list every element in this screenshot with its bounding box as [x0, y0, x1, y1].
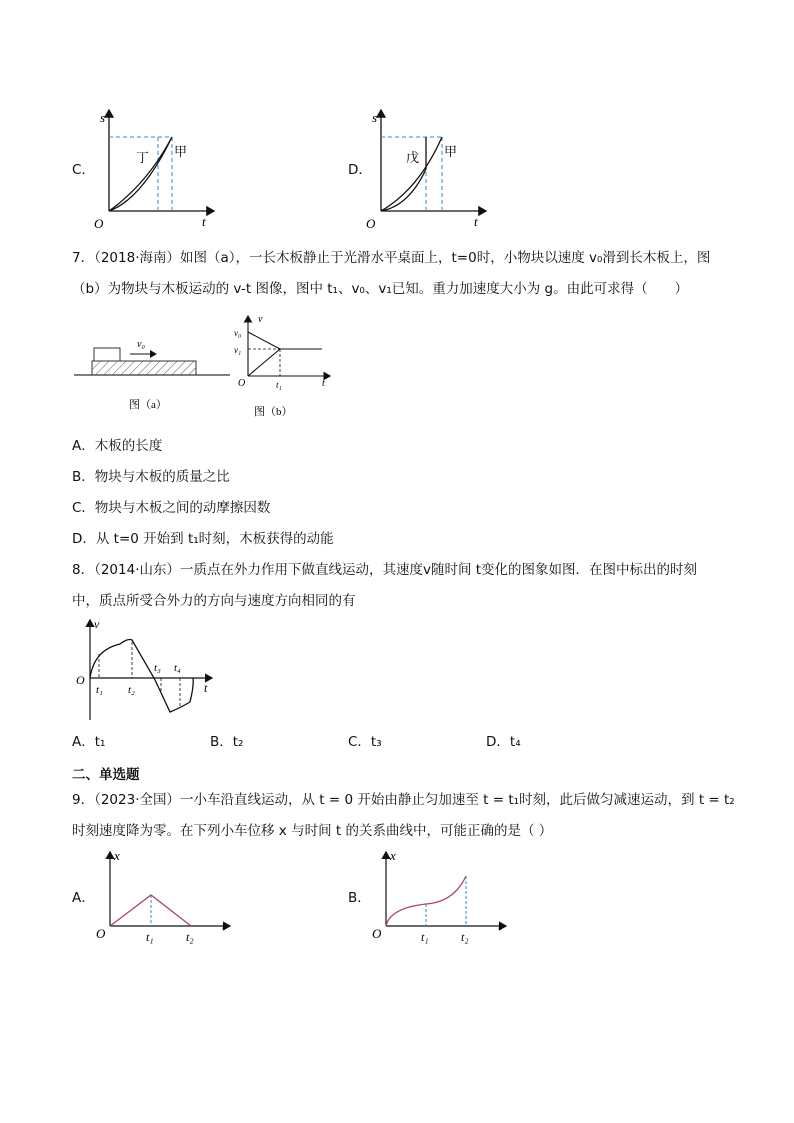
curve-label-ding: 丁 [136, 150, 150, 165]
t2-label: t₂ [186, 930, 194, 944]
x-axis-label: x [390, 848, 396, 863]
t-axis-label: t [322, 378, 325, 389]
curve-wu [381, 137, 426, 211]
block-velocity-line [248, 332, 280, 349]
t1-label: t₁ [276, 380, 282, 390]
origin-label: O [366, 216, 376, 231]
q8-stem-line1: 8．（2014·山东）一质点在外力作用下做直线运动，其速度v随时间 t变化的图象如图．在图中标出的时刻 [72, 562, 698, 578]
long-board [92, 361, 196, 375]
q9-stem-line1: 9．（2023·全国）一小车沿直线运动，从 t = 0 开始由静止匀加速至 t = t₁时刻，此后做匀减速运动，到 t = t₂ [72, 792, 735, 808]
v0-label: v₀ [137, 339, 145, 350]
option-c-label[interactable]: C． [72, 162, 95, 178]
t-axis-label: t [222, 918, 226, 933]
curve-label-jia: 甲 [174, 144, 188, 159]
v-axis-label: v [94, 617, 100, 631]
origin-label: O [96, 926, 106, 941]
q7-option-b[interactable]: B．物块与木板的质量之比 [72, 469, 230, 485]
q8-graph-vt [72, 616, 222, 728]
small-block [94, 348, 120, 361]
q9-option-b-label[interactable]: B． [348, 890, 371, 906]
q8-option-c[interactable]: C．t₃ [348, 734, 382, 750]
t4-label: t₄ [174, 662, 181, 674]
q7-stem-line1: 7．（2018·海南）如图（a），一长木板静止于光滑水平桌面上，t=0时，小物块以速度 v₀滑到长木板上，图 [72, 250, 711, 266]
figure-b-caption: 图（b） [254, 406, 293, 418]
q7-figure-b-vt [230, 312, 340, 422]
origin-label: O [372, 926, 382, 941]
section-title: 二、单选题 [72, 767, 140, 783]
t-axis-label: t [498, 918, 502, 933]
graph-c-s-t [92, 104, 222, 234]
q7-stem-line2: （b）为物块与木板运动的 v-t 图像，图中 t₁、v₀、v₁已知。重力加速度大小为 g。由此可求得（ ） [72, 281, 689, 297]
t-axis-label: t [204, 681, 208, 695]
graph-d-s-t [364, 104, 494, 234]
t1-label: t₁ [146, 930, 154, 944]
q9-option-a-label[interactable]: A． [72, 890, 95, 906]
q9-stem-line2: 时刻速度降为零。在下列小车位移 x 与时间 t 的关系曲线中，可能正确的是（ ） [72, 823, 553, 839]
t-axis-label: t [474, 214, 478, 229]
t2-label: t₂ [461, 930, 469, 944]
q7-option-a[interactable]: A．木板的长度 [72, 438, 163, 454]
curve-label-wu: 戊 [406, 150, 420, 165]
q7-figure-a [72, 330, 232, 420]
curve-jia [109, 137, 172, 211]
t3-label: t₃ [154, 662, 161, 674]
origin-label: O [94, 216, 104, 231]
v1-label: v₁ [234, 345, 242, 355]
t1-label: t₁ [421, 930, 429, 944]
q7-option-d[interactable]: D．从 t=0 开始到 t₁时刻，木板获得的动能 [72, 531, 334, 547]
q8-option-b[interactable]: B．t₂ [210, 734, 244, 750]
t1-label: t₁ [96, 684, 103, 696]
x-axis-label: x [114, 848, 120, 863]
position-curve [386, 876, 466, 926]
q9-graph-a-xt [90, 846, 240, 946]
origin-label: O [76, 673, 85, 687]
origin-label: O [238, 378, 246, 389]
q9-graph-b-xt [366, 846, 516, 946]
figure-a-caption: 图（a） [129, 399, 167, 411]
q8-stem-line2: 中，质点所受合外力的方向与速度方向相同的有 [72, 593, 356, 609]
board-velocity-line [248, 349, 280, 376]
s-axis-label: s [100, 110, 106, 125]
q8-option-a[interactable]: A．t₁ [72, 734, 106, 750]
s-axis-label: s [372, 110, 378, 125]
curve-jia [381, 137, 442, 211]
q7-option-c[interactable]: C．物块与木板之间的动摩擦因数 [72, 500, 271, 516]
v0-label: v₀ [234, 328, 242, 338]
v-axis-label: v [258, 314, 263, 325]
curve-ding [109, 137, 172, 211]
t2-label: t₂ [128, 684, 135, 696]
q8-option-d[interactable]: D．t₄ [486, 734, 521, 750]
velocity-curve [90, 640, 193, 713]
t-axis-label: t [202, 214, 206, 229]
curve-label-jia: 甲 [444, 144, 458, 159]
option-d-label[interactable]: D． [348, 162, 372, 178]
